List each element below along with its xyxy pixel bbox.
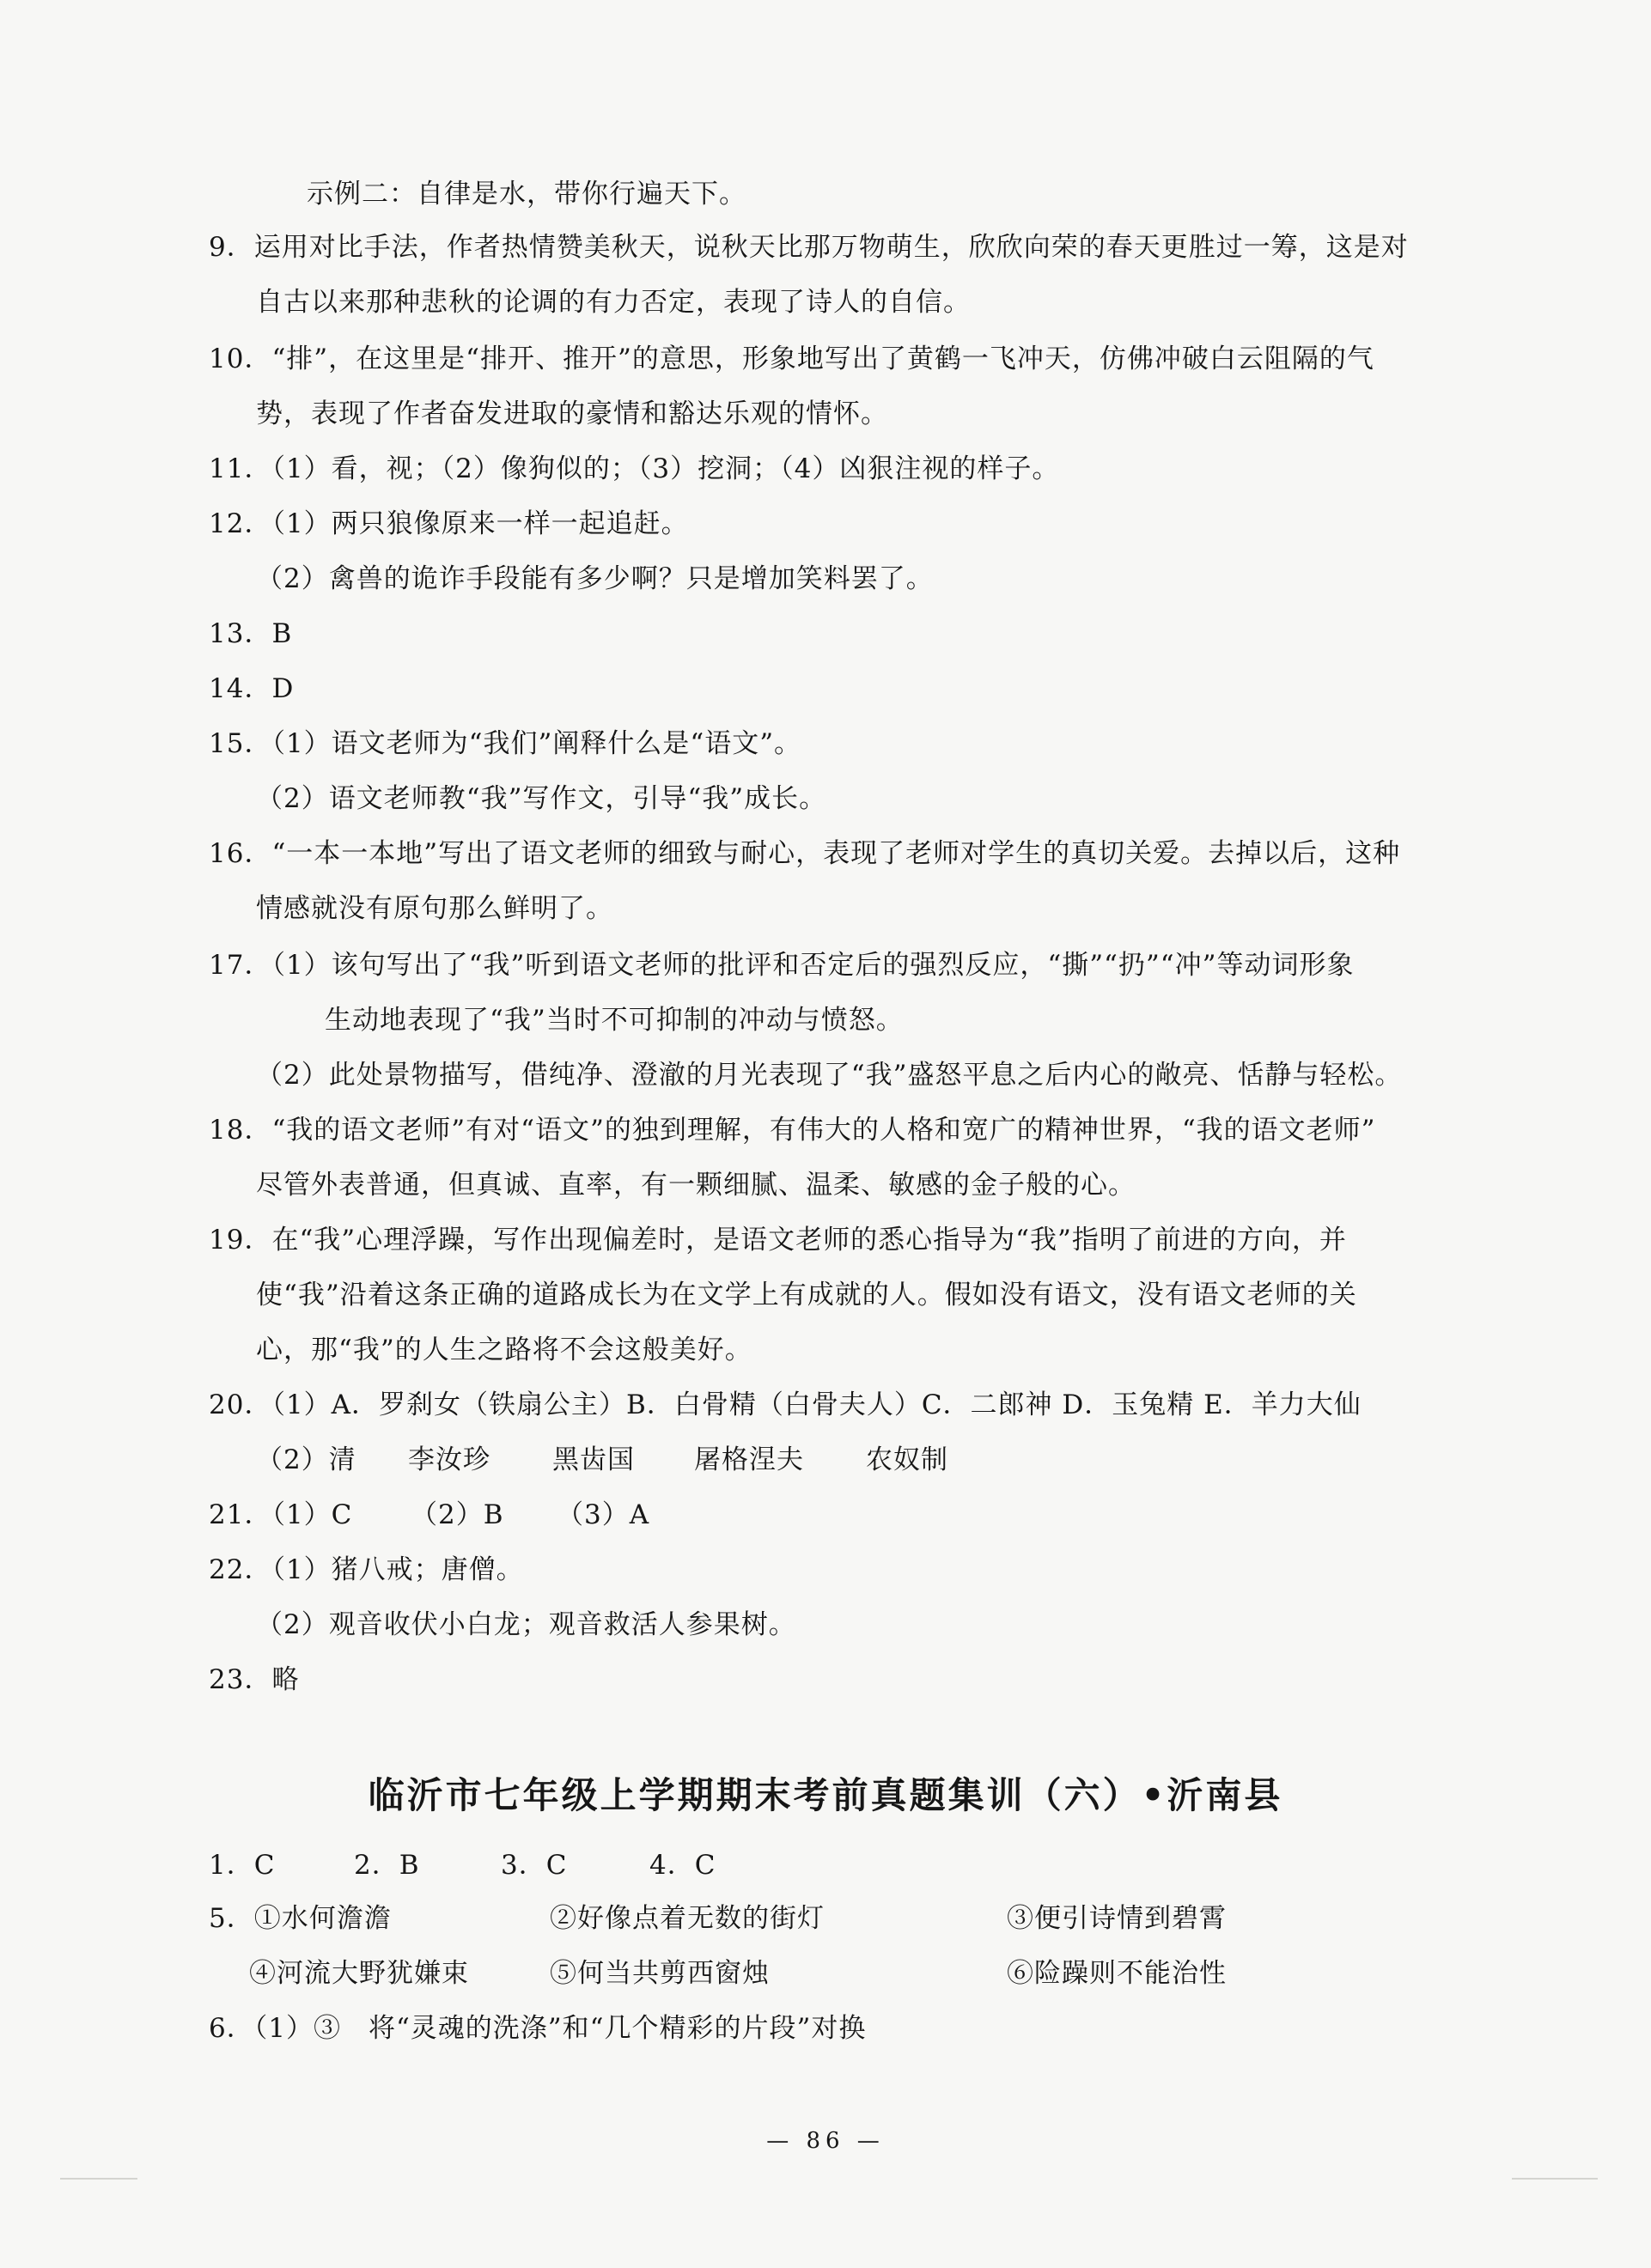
text-line: 23．略: [209, 1664, 300, 1695]
text-line: 势，表现了作者奋发进取的豪情和豁达乐观的情怀。: [256, 398, 888, 429]
text-line: 示例二：自律是水，带你行遍天下。: [307, 179, 746, 210]
scan-mark: [60, 2178, 137, 2180]
q5-item: 5．①水何澹澹: [209, 1903, 392, 1934]
text-line: 14．D: [209, 673, 295, 704]
text-line: 心，那“我”的人生之路将不会这般美好。: [256, 1335, 752, 1365]
q21-part3: （3）A: [557, 1499, 650, 1530]
text-line: 使“我”沿着这条正确的道路成长为在文学上有成就的人。假如没有语文，没有语文老师的关: [256, 1280, 1357, 1310]
q5-item: ②好像点着无数的街灯: [550, 1903, 825, 1934]
q20-answer: 农奴制: [866, 1444, 948, 1475]
q20-answer: 李汝珍: [408, 1444, 490, 1475]
text-line: （2）禽兽的诡诈手段能有多少啊？只是增加笑料罢了。: [256, 563, 934, 594]
text-line: 生动地表现了“我”当时不可抑制的冲动与愤怒。: [325, 1005, 904, 1036]
text-line: 情感就没有原句那么鲜明了。: [256, 893, 613, 924]
text-line: 12．（1）两只狼像原来一样一起追赶。: [209, 508, 689, 539]
q21-part2: （2）B: [411, 1499, 504, 1530]
text-line: 20．（1）A．罗刹女（铁扇公主）B．白骨精（白骨夫人）C．二郎神 D．玉兔精 E．羊力大仙: [209, 1389, 1362, 1420]
text-line: 17．（1）该句写出了“我”听到语文老师的批评和否定后的强烈反应，“撕”“扔”“冲”等动词形象: [209, 950, 1355, 981]
scan-mark: [1512, 2178, 1598, 2180]
text-line: （2）此处景物描写，借纯净、澄澈的月光表现了“我”盛怒平息之后内心的敞亮、恬静与轻松。: [256, 1060, 1403, 1091]
q20-answer: 黑齿国: [552, 1444, 635, 1475]
text-line: 6．（1）③ 将“灵魂的洗涤”和“几个精彩的片段”对换: [209, 2013, 867, 2044]
text-line: 16．“一本一本地”写出了语文老师的细致与耐心，表现了老师对学生的真切关爱。去掉以后，这种: [209, 838, 1401, 869]
text-line: 9．运用对比手法，作者热情赞美秋天，说秋天比那万物萌生，欣欣向荣的春天更胜过一筹，这是对: [209, 232, 1409, 263]
text-line: 22．（1）猪八戒；唐僧。: [209, 1554, 524, 1585]
text-line: 15．（1）语文老师为“我们”阐释什么是“语文”。: [209, 728, 802, 759]
text-line: 11．（1）看，视；（2）像狗似的；（3）挖洞；（4）凶狠注视的样子。: [209, 453, 1060, 484]
page-number: — 86 —: [766, 2128, 885, 2154]
q5-item: ④河流大野犹嫌束: [249, 1958, 469, 1989]
text-line: 自古以来那种悲秋的论调的有力否定，表现了诗人的自信。: [256, 287, 971, 318]
text-line: 尽管外表普通，但真诚、直率，有一颗细腻、温柔、敏感的金子般的心。: [256, 1170, 1136, 1201]
q21-part1: 21．（1）C: [209, 1499, 353, 1530]
text-line: （2）观音收伏小白龙；观音救活人参果树。: [256, 1609, 796, 1640]
q5-item: ③便引诗情到碧霄: [1007, 1903, 1227, 1934]
text-line: 18．“我的语文老师”有对“语文”的独到理解，有伟大的人格和宽广的精神世界，“我的语文老师”: [209, 1115, 1376, 1146]
q5-item: ⑥险躁则不能治性: [1007, 1958, 1227, 1989]
text-line: 19．在“我”心理浮躁，写作出现偏差时，是语文老师的悉心指导为“我”指明了前进的方向，并: [209, 1225, 1347, 1256]
answer-item: 4．C: [649, 1850, 716, 1881]
answer-item: 3．C: [501, 1850, 568, 1881]
q5-item: ⑤何当共剪西窗烛: [550, 1958, 770, 1989]
section-title: 临沂市七年级上学期期末考前真题集训（六）•沂南县: [368, 1774, 1283, 1816]
q20-answer: 屠格涅夫: [694, 1444, 804, 1475]
answer-item: 1．C: [209, 1850, 276, 1881]
q20-part2-label: （2）清: [256, 1444, 356, 1475]
answer-item: 2．B: [354, 1850, 420, 1881]
text-line: 10．“排”，在这里是“排开、推开”的意思，形象地写出了黄鹤一飞冲天，仿佛冲破白云阻隔的气: [209, 344, 1374, 374]
text-line: 13．B: [209, 618, 293, 649]
text-line: （2）语文老师教“我”写作文，引导“我”成长。: [256, 783, 827, 814]
